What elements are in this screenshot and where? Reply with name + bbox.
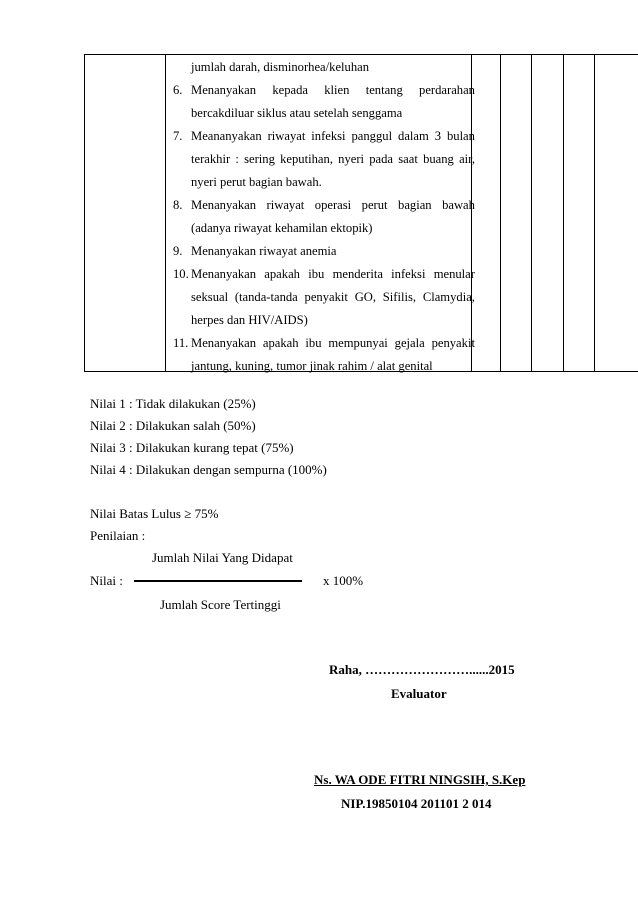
- column-divider: [165, 55, 166, 371]
- evaluator-name: Ns. WA ODE FITRI NINGSIH, S.Kep: [314, 772, 526, 787]
- item-number: 6.: [173, 83, 183, 97]
- item-number: 11.: [173, 336, 189, 350]
- score-legend-2: Nilai 2 : Dilakukan salah (50%): [90, 418, 256, 433]
- score-legend-1: Nilai 1 : Tidak dilakukan (25%): [90, 396, 256, 411]
- checklist-line: [173, 148, 475, 171]
- formula-multiplier: x 100%: [323, 573, 364, 588]
- formula-numerator: Jumlah Nilai Yang Didapat: [152, 550, 293, 565]
- item-text: herpes dan HIV/AIDS): [191, 313, 308, 327]
- checklist-line: [173, 56, 475, 79]
- checklist-line: [173, 79, 475, 102]
- item-text: bercakdiluar siklus atau setelah senggama: [191, 106, 403, 120]
- formula-denominator: Jumlah Score Tertinggi: [160, 597, 281, 612]
- checklist-line: [173, 332, 475, 355]
- place-date: Raha, ……………………......2015: [329, 662, 515, 677]
- score-legend-4: Nilai 4 : Dilakukan dengan sempurna (100%): [90, 462, 327, 477]
- item-text: Menanyakan kepada klien tentang perdarahan: [191, 83, 475, 97]
- evaluator-nip: NIP.19850104 201101 2 014: [341, 796, 492, 811]
- item-text: terakhir : sering keputihan, nyeri pada saat buang air,: [191, 152, 475, 166]
- item-text: Menanyakan riwayat operasi perut bagian bawah: [191, 198, 475, 212]
- checklist-line: [173, 171, 475, 194]
- column-divider: [500, 55, 501, 371]
- checklist-items: [173, 56, 475, 378]
- item-number: 9.: [173, 244, 183, 258]
- checklist-line: [173, 217, 475, 240]
- item-text: Menanyakan riwayat anemia: [191, 244, 337, 258]
- item-number: 8.: [173, 198, 183, 212]
- formula-label: Nilai :: [90, 573, 123, 588]
- item-number: 10.: [173, 267, 189, 281]
- checklist-line: [173, 355, 475, 378]
- column-divider: [531, 55, 532, 371]
- column-divider: [563, 55, 564, 371]
- item-text: Menanyakan apakah ibu menderita infeksi menular: [191, 267, 475, 281]
- item-number: 7.: [173, 129, 183, 143]
- item-text: seksual (tanda-tanda penyakit GO, Sifilis, Clamydia,: [191, 290, 475, 304]
- checklist-line: [173, 125, 475, 148]
- checklist-line: [173, 240, 475, 263]
- fraction-bar: [134, 580, 302, 582]
- evaluator-label: Evaluator: [391, 686, 447, 701]
- checklist-line: [173, 194, 475, 217]
- checklist-line: [173, 263, 475, 286]
- item-text: jumlah darah, disminorhea/keluhan: [191, 60, 370, 74]
- checklist-line: [173, 102, 475, 125]
- checklist-line: [173, 309, 475, 332]
- passing-grade: Nilai Batas Lulus ≥ 75%: [90, 506, 219, 521]
- item-text: jantung, kuning, tumor jinak rahim / alat genital: [191, 359, 433, 373]
- score-legend-3: Nilai 3 : Dilakukan kurang tepat (75%): [90, 440, 294, 455]
- item-text: Menanyakan apakah ibu mempunyai gejala penyakit: [191, 336, 475, 350]
- item-text: (adanya riwayat kehamilan ektopik): [191, 221, 373, 235]
- item-text: nyeri perut bagian bawah.: [191, 175, 322, 189]
- column-divider: [594, 55, 595, 371]
- assessment-label: Penilaian :: [90, 528, 146, 543]
- checklist-line: [173, 286, 475, 309]
- item-text: Meananyakan riwayat infeksi panggul dalam 3 bulan: [191, 129, 475, 143]
